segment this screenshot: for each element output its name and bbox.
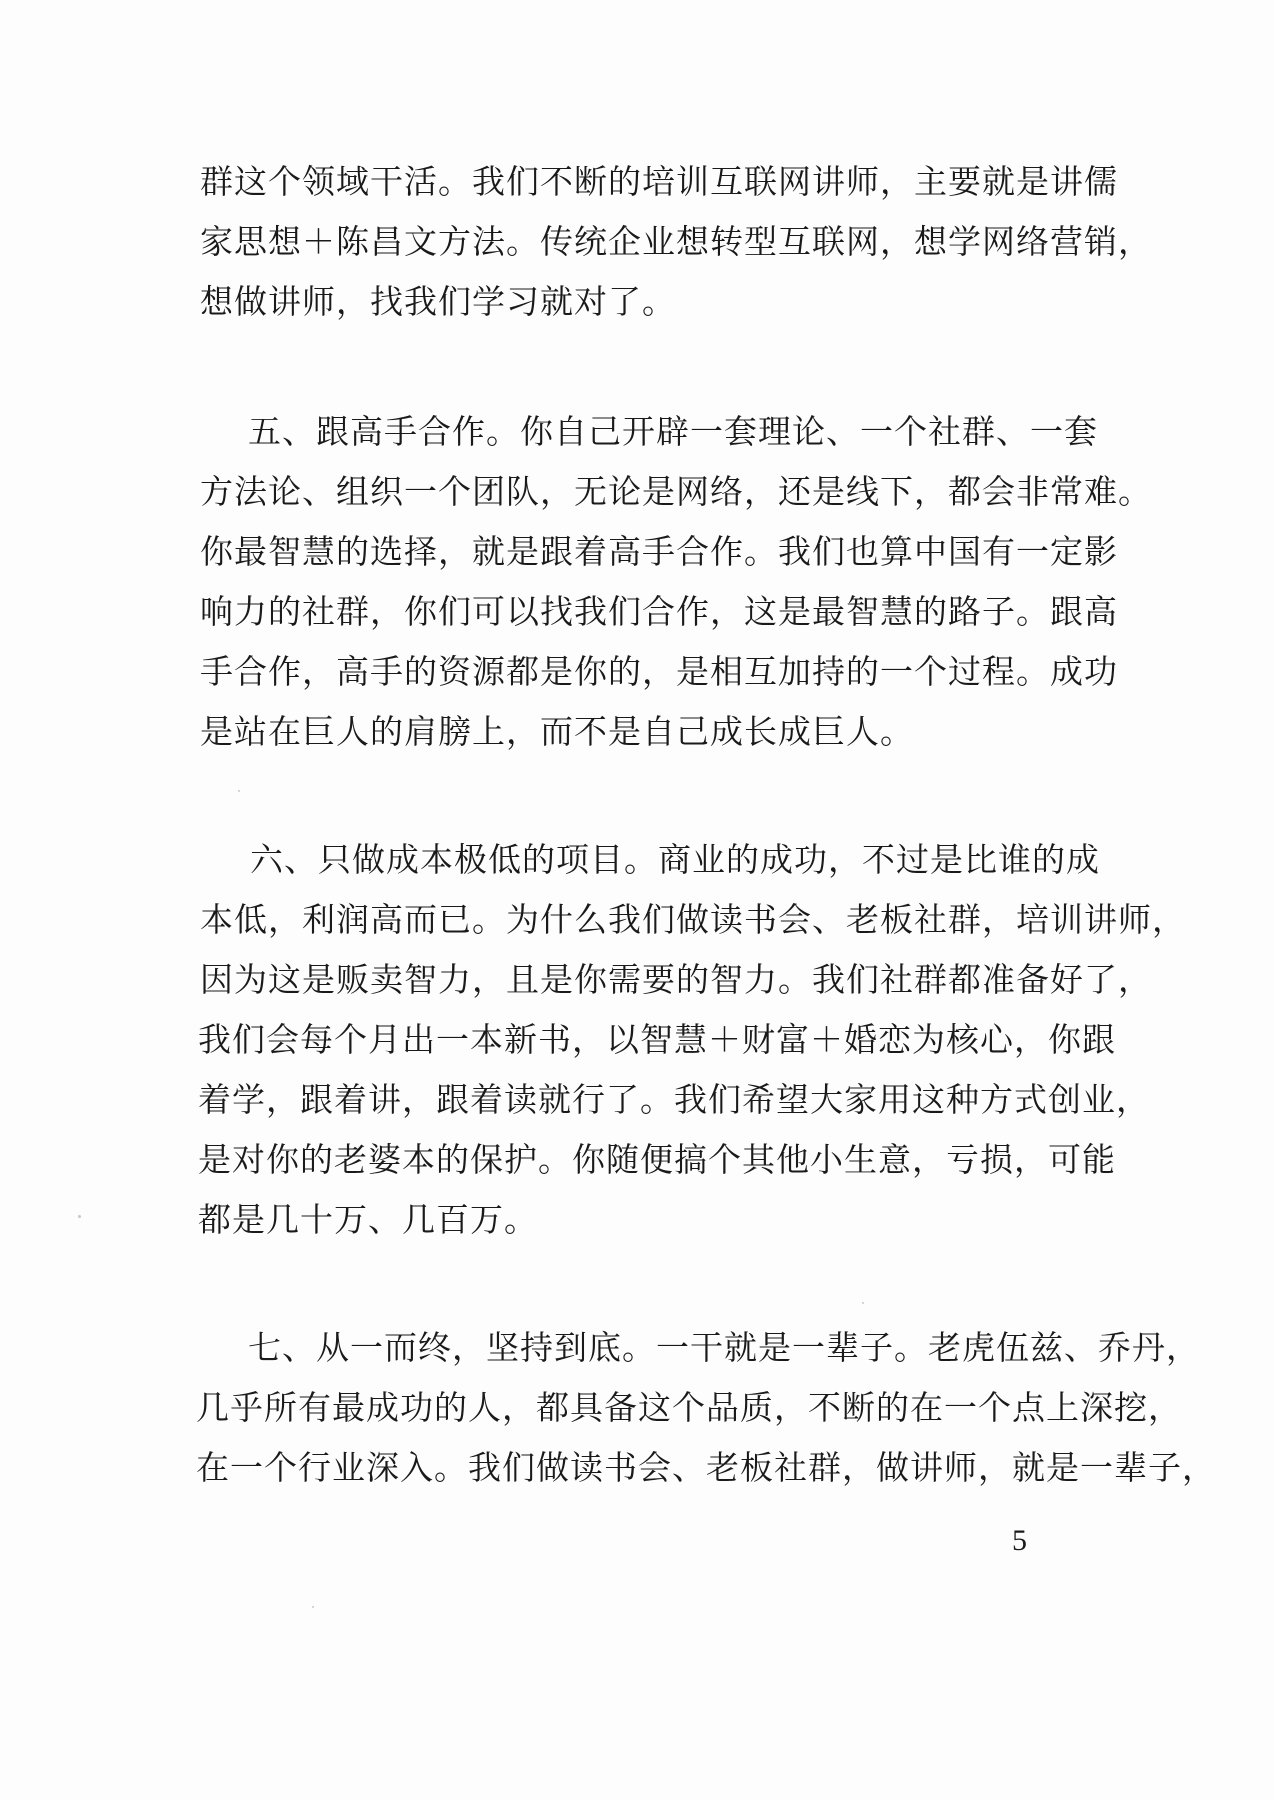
paragraph-five-line-5: 手合作，高手的资源都是你的，是相互加持的一个过程。成功 — [200, 652, 1118, 691]
paragraph-five-line-4: 响力的社群，你们可以找我们合作，这是最智慧的路子。跟高 — [200, 592, 1118, 631]
scan-speck — [238, 790, 240, 792]
scan-speck — [78, 1215, 81, 1218]
paragraph-five-line-1: 五、跟高手合作。你自己开辟一套理论、一个社群、一套 — [248, 412, 1098, 451]
paragraph-continuation-line-1: 群这个领域干活。我们不断的培训互联网讲师，主要就是讲儒 — [200, 162, 1118, 201]
paragraph-seven-line-3: 在一个行业深入。我们做读书会、老板社群，做讲师，就是一辈子， — [196, 1448, 1216, 1487]
paragraph-six-line-7: 都是几十万、几百万。 — [198, 1200, 538, 1239]
page-number: 5 — [1012, 1524, 1027, 1557]
paragraph-continuation-line-3: 想做讲师，找我们学习就对了。 — [200, 282, 676, 321]
paragraph-six-line-2: 本低，利润高而已。为什么我们做读书会、老板社群，培训讲师， — [200, 900, 1186, 939]
paragraph-six-line-4: 我们会每个月出一本新书，以智慧＋财富＋婚恋为核心，你跟 — [198, 1020, 1116, 1059]
scan-speck — [862, 1302, 864, 1304]
paragraph-seven-line-2: 几乎所有最成功的人，都具备这个品质，不断的在一个点上深挖， — [196, 1388, 1182, 1427]
paragraph-six-line-6: 是对你的老婆本的保护。你随便搞个其他小生意，亏损，可能 — [198, 1140, 1116, 1179]
paragraph-six-line-1: 六、只做成本极低的项目。商业的成功，不过是比谁的成 — [250, 840, 1100, 879]
paragraph-seven-line-1: 七、从一而终，坚持到底。一干就是一辈子。老虎伍兹、乔丹， — [248, 1328, 1200, 1367]
paragraph-five-line-6: 是站在巨人的肩膀上，而不是自己成长成巨人。 — [200, 712, 914, 751]
paragraph-five-line-2: 方法论、组织一个团队，无论是网络，还是线下，都会非常难。 — [200, 472, 1152, 511]
paragraph-six-line-3: 因为这是贩卖智力，且是你需要的智力。我们社群都准备好了， — [200, 960, 1152, 999]
paragraph-five-line-3: 你最智慧的选择，就是跟着高手合作。我们也算中国有一定影 — [200, 532, 1118, 571]
scan-speck — [312, 1606, 314, 1608]
paragraph-six-line-5: 着学，跟着讲，跟着读就行了。我们希望大家用这种方式创业， — [198, 1080, 1150, 1119]
paragraph-continuation-line-2: 家思想＋陈昌文方法。传统企业想转型互联网，想学网络营销， — [200, 222, 1152, 261]
